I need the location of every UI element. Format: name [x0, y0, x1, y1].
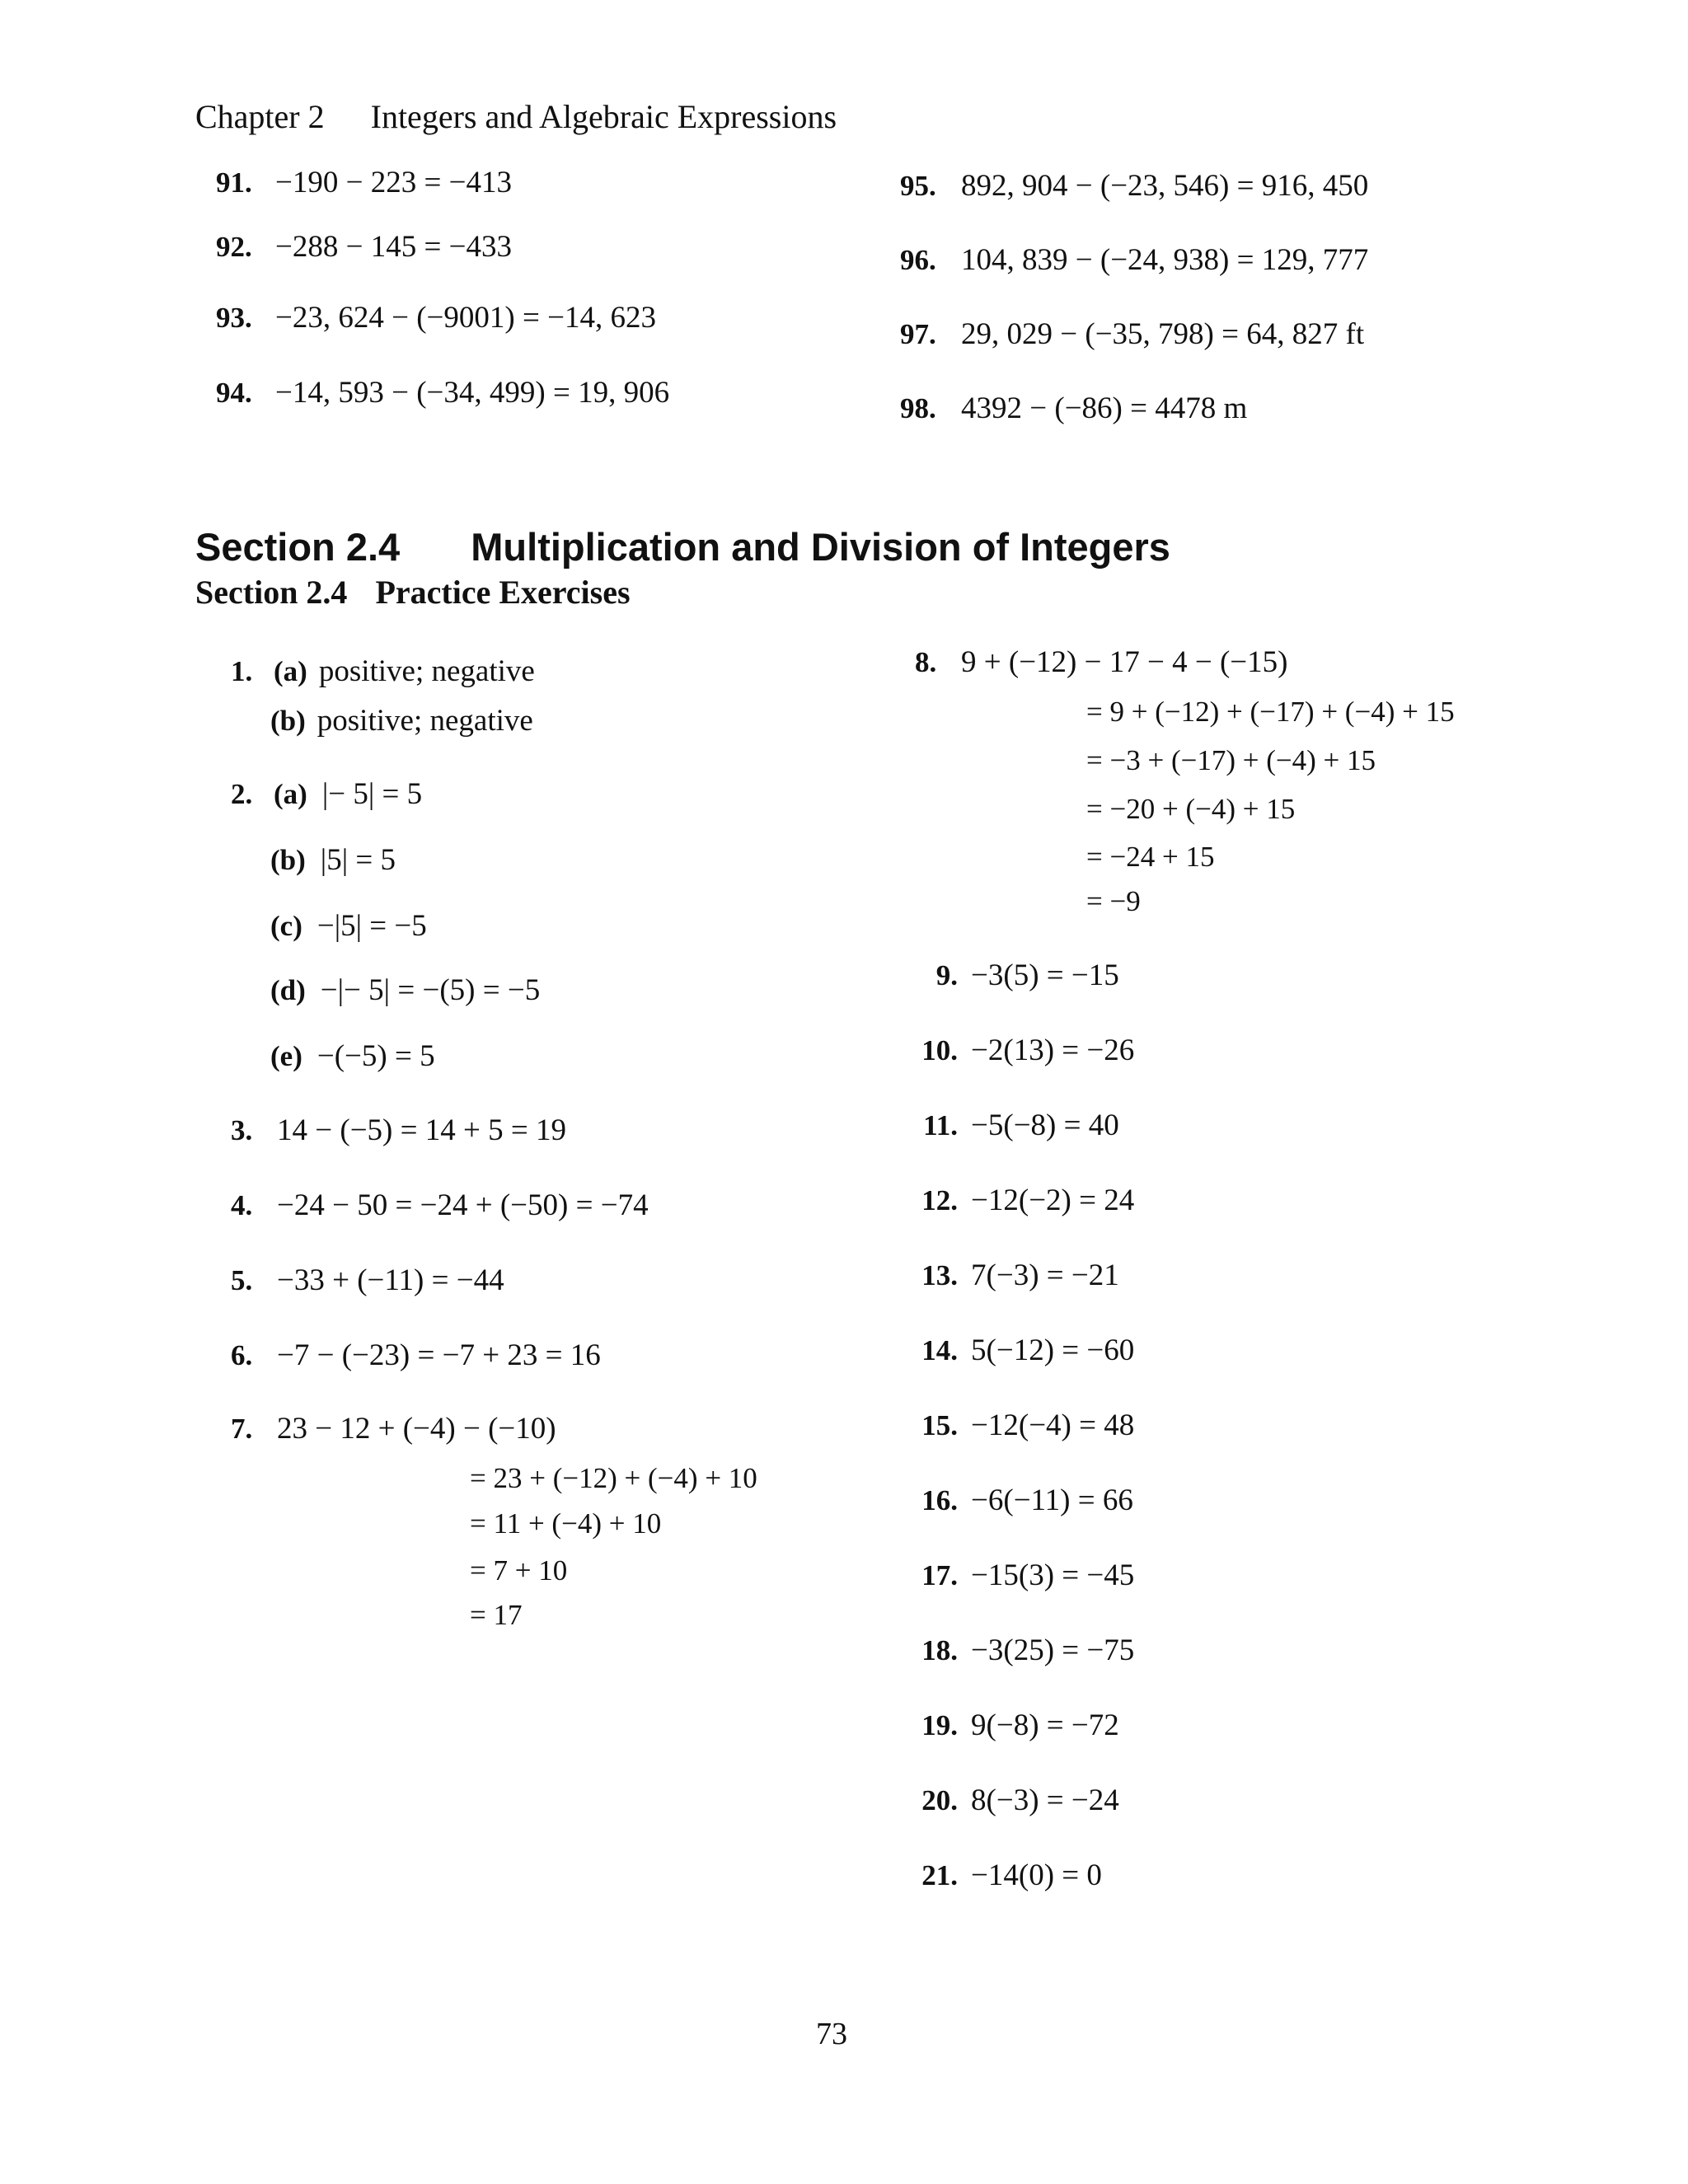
exercise-number: 4. — [231, 1189, 253, 1221]
exercise-number: 92. — [216, 231, 252, 263]
exercise-number: 94. — [216, 377, 252, 409]
exercise-expression: 23 − 12 + (−4) − (−10) — [277, 1412, 556, 1446]
exercise-expression: 4392 − (−86) = 4478 m — [961, 391, 1248, 425]
part-label: (c) — [270, 910, 302, 942]
exercise-expression: 14 − (−5) = 14 + 5 = 19 — [277, 1113, 566, 1147]
part-answer: −|5| = −5 — [316, 909, 427, 943]
prev-answer-91 — [216, 165, 512, 200]
exercise-expression: 7(−3) = −21 — [971, 1258, 1119, 1292]
exercise-number: 2. — [231, 778, 253, 810]
exercise-expression: −3(5) = −15 — [971, 958, 1119, 992]
prev-answer-93 — [216, 300, 656, 335]
exercise-expression: −6(−11) = 66 — [971, 1483, 1133, 1517]
exercise-expression: −14, 593 − (−34, 499) = 19, 906 — [275, 376, 670, 410]
exercise-18 — [900, 1633, 1134, 1668]
exercise-13 — [900, 1258, 1119, 1293]
exercise-expression: −24 − 50 = −24 + (−50) = −74 — [277, 1188, 649, 1222]
exercise-expression: −3(25) = −75 — [971, 1633, 1135, 1667]
exercise-number: 91. — [216, 166, 252, 199]
part-label: (d) — [270, 974, 306, 1006]
part-label: (a) — [274, 778, 307, 810]
exercise-4 — [231, 1188, 649, 1223]
exercise-number: 13. — [921, 1259, 958, 1291]
prev-answer-96 — [900, 242, 1368, 278]
section-label: Section 2.4 — [195, 525, 401, 569]
subsection-label: Section 2.4 — [195, 574, 348, 611]
exercise-number: 8. — [915, 646, 937, 678]
exercise-expression: 892, 904 − (−23, 546) = 916, 450 — [961, 169, 1369, 203]
work-step: = −9 — [1086, 885, 1141, 917]
work-step: = 17 — [470, 1599, 523, 1631]
exercise-5 — [231, 1263, 504, 1298]
prev-answer-97 — [900, 316, 1364, 352]
exercise-7 — [231, 1411, 556, 1446]
exercise-expression: 104, 839 − (−24, 938) = 129, 777 — [961, 243, 1369, 277]
exercise-8 — [915, 644, 1288, 680]
work-step: = −20 + (−4) + 15 — [1086, 793, 1296, 825]
exercise-expression: 9 + (−12) − 17 − 4 − (−15) — [961, 645, 1288, 679]
exercise-number: 10. — [921, 1034, 958, 1066]
exercise-expression: −15(3) = −45 — [971, 1558, 1135, 1592]
part-answer: −|− 5| = −(5) = −5 — [320, 973, 541, 1007]
running-header — [195, 97, 837, 136]
exercise-2 — [231, 776, 422, 812]
exercise-15 — [900, 1408, 1134, 1443]
part-answer: |− 5| = 5 — [321, 777, 423, 811]
exercise-number: 9. — [935, 959, 958, 991]
exercise-expression: 5(−12) = −60 — [971, 1333, 1135, 1367]
exercise-21 — [900, 1858, 1102, 1893]
page-number: 73 — [816, 2017, 847, 2051]
chapter-title: Integers and Algebraic Expressions — [370, 98, 837, 135]
exercise-number: 95. — [900, 170, 936, 202]
exercise-number: 98. — [900, 392, 936, 424]
exercise-number: 14. — [921, 1334, 958, 1366]
exercise-14 — [900, 1333, 1134, 1368]
exercise-number: 3. — [231, 1114, 253, 1146]
exercise-expression: −190 − 223 = −413 — [275, 166, 512, 199]
part-answer: −(−5) = 5 — [316, 1039, 435, 1073]
section-subheading — [195, 573, 631, 612]
exercise-number: 1. — [231, 655, 253, 687]
part-label: (b) — [270, 705, 306, 737]
part-label: (e) — [270, 1040, 302, 1072]
exercise-expression: 9(−8) = −72 — [971, 1708, 1119, 1742]
exercise-expression: −14(0) = 0 — [971, 1858, 1102, 1892]
section-title: Multiplication and Division of Integers — [471, 525, 1170, 569]
prev-answer-92 — [216, 229, 512, 265]
exercise-9 — [900, 958, 1119, 993]
exercise-number: 93. — [216, 302, 252, 334]
exercise-expression: −12(−4) = 48 — [971, 1408, 1135, 1442]
part-answer: positive; negative — [318, 654, 535, 688]
exercise-expression: −7 − (−23) = −7 + 23 = 16 — [277, 1338, 601, 1372]
exercise-16 — [900, 1483, 1133, 1518]
exercise-10 — [900, 1033, 1134, 1068]
exercise-19 — [900, 1708, 1119, 1743]
exercise-number: 18. — [921, 1634, 958, 1666]
exercise-11 — [900, 1108, 1119, 1143]
exercise-expression: 29, 029 − (−35, 798) = 64, 827 ft — [961, 317, 1365, 351]
exercise-2-part-c — [270, 908, 427, 944]
part-answer: |5| = 5 — [320, 843, 396, 877]
work-step: = −3 + (−17) + (−4) + 15 — [1086, 744, 1376, 776]
part-label: (b) — [270, 844, 306, 876]
work-step: = 9 + (−12) + (−17) + (−4) + 15 — [1086, 696, 1455, 728]
exercise-number: 16. — [921, 1484, 958, 1516]
work-step: = 7 + 10 — [470, 1554, 568, 1586]
exercise-3 — [231, 1113, 566, 1148]
work-step: = −24 + 15 — [1086, 841, 1215, 873]
exercise-number: 6. — [231, 1339, 253, 1371]
exercise-expression: −5(−8) = 40 — [971, 1108, 1119, 1142]
exercise-2-part-e — [270, 1038, 435, 1074]
subsection-title: Practice Exercises — [375, 574, 631, 611]
exercise-number: 7. — [231, 1413, 253, 1445]
prev-answer-94 — [216, 375, 669, 410]
prev-answer-95 — [900, 168, 1368, 204]
section-heading — [195, 524, 1170, 569]
work-step: = 23 + (−12) + (−4) + 10 — [470, 1462, 757, 1494]
exercise-number: 96. — [900, 244, 936, 276]
exercise-expression: −23, 624 − (−9001) = −14, 623 — [275, 301, 656, 335]
part-label: (a) — [274, 655, 307, 687]
exercise-17 — [900, 1558, 1134, 1593]
exercise-number: 12. — [921, 1184, 958, 1216]
exercise-expression: 8(−3) = −24 — [971, 1783, 1119, 1817]
exercise-12 — [900, 1183, 1134, 1218]
exercise-2-part-b — [270, 842, 396, 878]
exercise-number: 20. — [921, 1784, 958, 1816]
exercise-number: 21. — [921, 1859, 958, 1891]
exercise-1 — [231, 654, 535, 689]
exercise-1-part-b — [270, 703, 533, 738]
exercise-expression: −2(13) = −26 — [971, 1033, 1135, 1067]
part-answer: positive; negative — [316, 704, 533, 738]
exercise-20 — [900, 1783, 1119, 1818]
exercise-number: 17. — [921, 1559, 958, 1591]
exercise-number: 11. — [923, 1109, 958, 1141]
exercise-number: 15. — [921, 1409, 958, 1441]
exercise-6 — [231, 1338, 601, 1373]
exercise-2-part-d — [270, 972, 540, 1008]
exercise-expression: −288 − 145 = −433 — [275, 230, 512, 264]
exercise-number: 19. — [921, 1709, 958, 1741]
prev-answer-98 — [900, 391, 1247, 426]
exercise-number: 5. — [231, 1264, 253, 1296]
work-step: = 11 + (−4) + 10 — [470, 1507, 662, 1540]
exercise-expression: −12(−2) = 24 — [971, 1183, 1135, 1217]
exercise-expression: −33 + (−11) = −44 — [277, 1263, 504, 1297]
exercise-number: 97. — [900, 318, 936, 350]
chapter-label: Chapter 2 — [195, 98, 325, 135]
